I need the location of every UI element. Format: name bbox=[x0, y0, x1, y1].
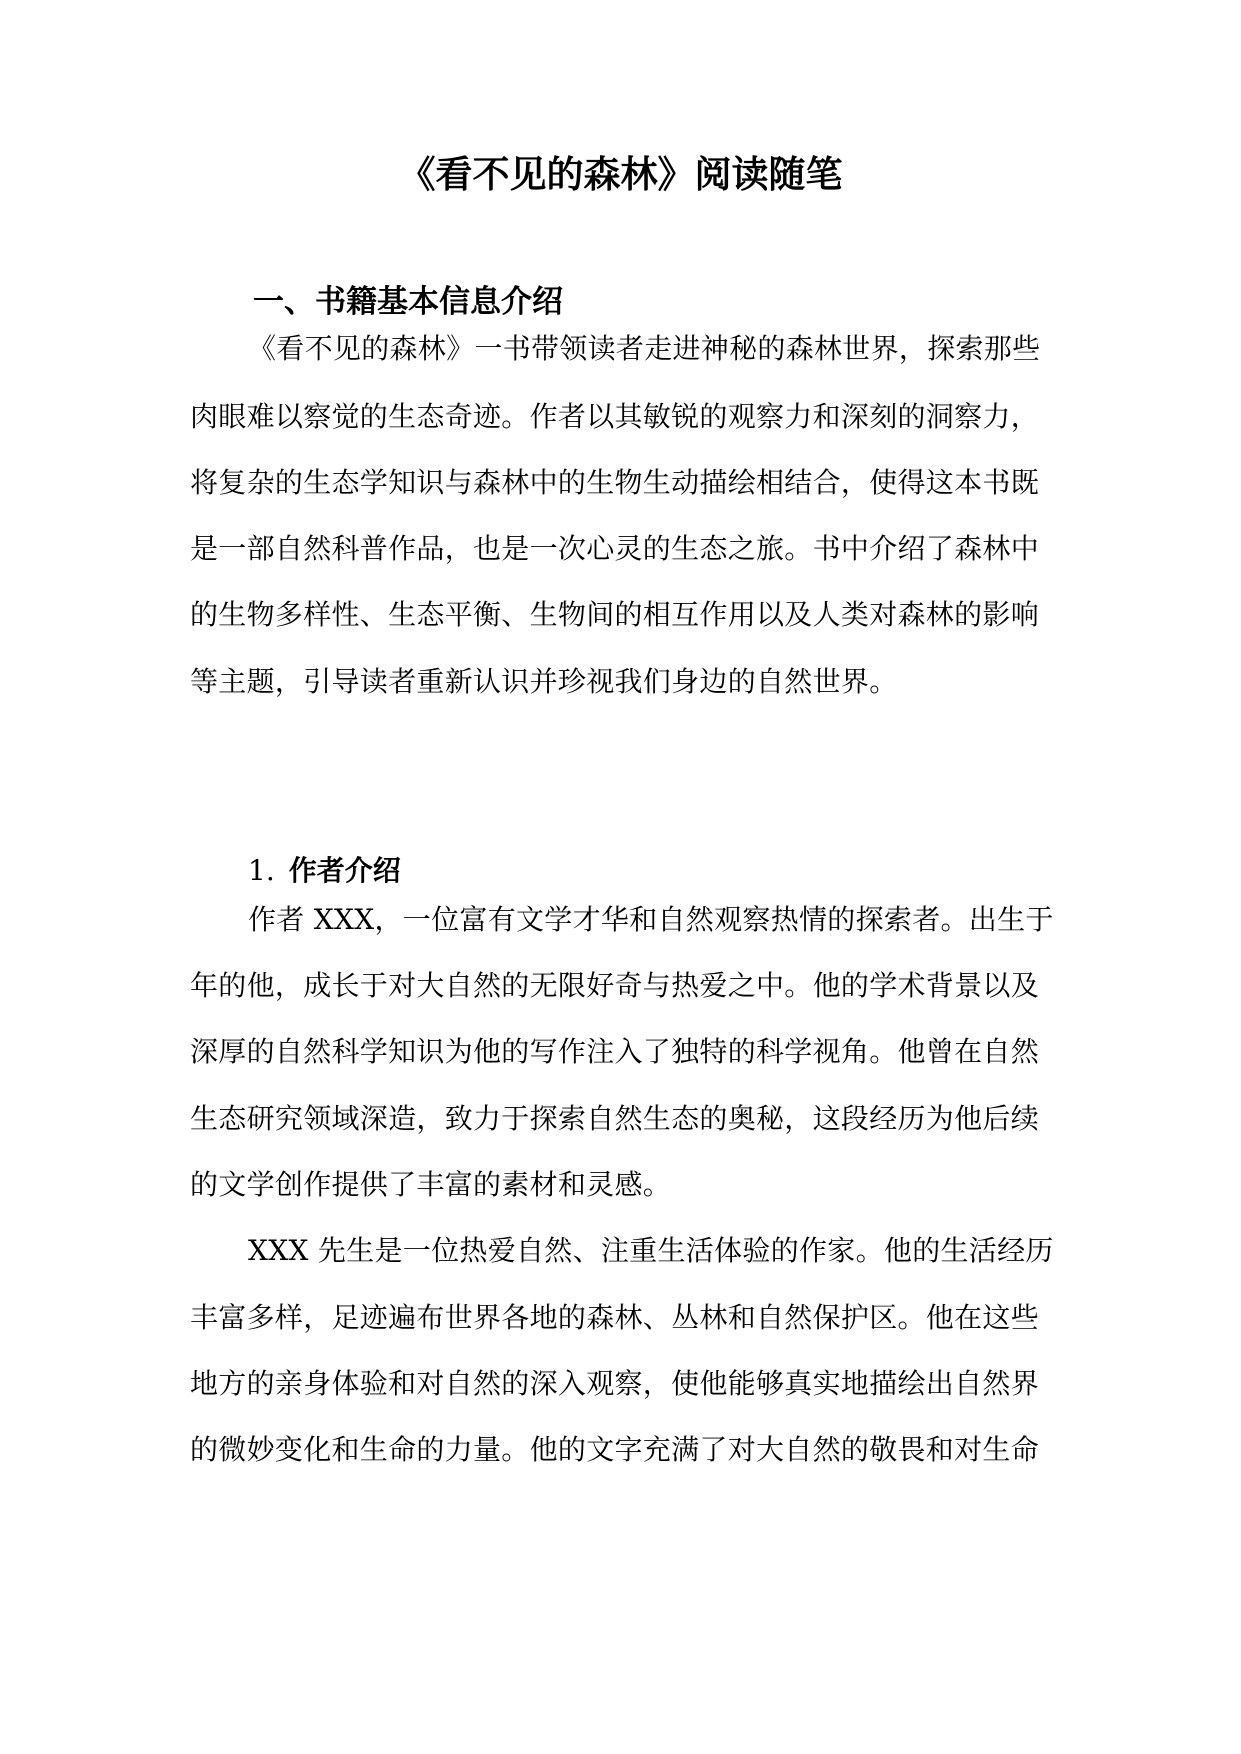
document-title: 《看不见的森林》阅读随笔 bbox=[398, 153, 843, 196]
paragraph-line: 丰富多样，足迹遍布世界各地的森林、丛林和自然保护区。他在这些 bbox=[190, 1301, 1040, 1334]
paragraph-line: 将复杂的生态学知识与森林中的生物生动描绘相结合，使得这本书既 bbox=[190, 466, 1040, 499]
paragraph-line: 《看不见的森林》一书带领读者走进神秘的森林世界，探索那些 bbox=[248, 332, 1041, 365]
paragraph-line: 作者 XXX，一位富有文学才华和自然观察热情的探索者。出生于 bbox=[248, 903, 1054, 936]
paragraph-line: 地方的亲身体验和对自然的深入观察，使他能够真实地描绘出自然界 bbox=[190, 1367, 1040, 1400]
subsection-number: 1. bbox=[248, 854, 275, 887]
section-heading-book-info: 一、书籍基本信息介绍 bbox=[253, 284, 563, 320]
paragraph-line: 年的他，成长于对大自然的无限好奇与热爱之中。他的学术背景以及 bbox=[190, 969, 1040, 1002]
paragraph-line: 等主题，引导读者重新认识并珍视我们身边的自然世界。 bbox=[190, 665, 898, 698]
paragraph-line: 肉眼难以察觉的生态奇迹。作者以其敏锐的观察力和深刻的洞察力， bbox=[190, 400, 1040, 433]
paragraph-line: 的微妙变化和生命的力量。他的文字充满了对大自然的敬畏和对生命 bbox=[190, 1433, 1040, 1466]
paragraph-line: 深厚的自然科学知识为他的写作注入了独特的科学视角。他曾在自然 bbox=[190, 1035, 1040, 1068]
subsection-heading-author bbox=[248, 853, 401, 889]
subsection-title: 作者介绍 bbox=[288, 854, 401, 887]
paragraph-line: 生态研究领域深造，致力于探索自然生态的奥秘，这段经历为他后续 bbox=[190, 1102, 1040, 1135]
paragraph-line: 的文学创作提供了丰富的素材和灵感。 bbox=[190, 1168, 672, 1201]
paragraph-line: XXX 先生是一位热爱自然、注重生活体验的作家。他的生活经历 bbox=[248, 1234, 1054, 1267]
paragraph-line: 的生物多样性、生态平衡、生物间的相互作用以及人类对森林的影响 bbox=[190, 598, 1040, 631]
paragraph-line: 是一部自然科普作品，也是一次心灵的生态之旅。书中介绍了森林中 bbox=[190, 532, 1040, 565]
